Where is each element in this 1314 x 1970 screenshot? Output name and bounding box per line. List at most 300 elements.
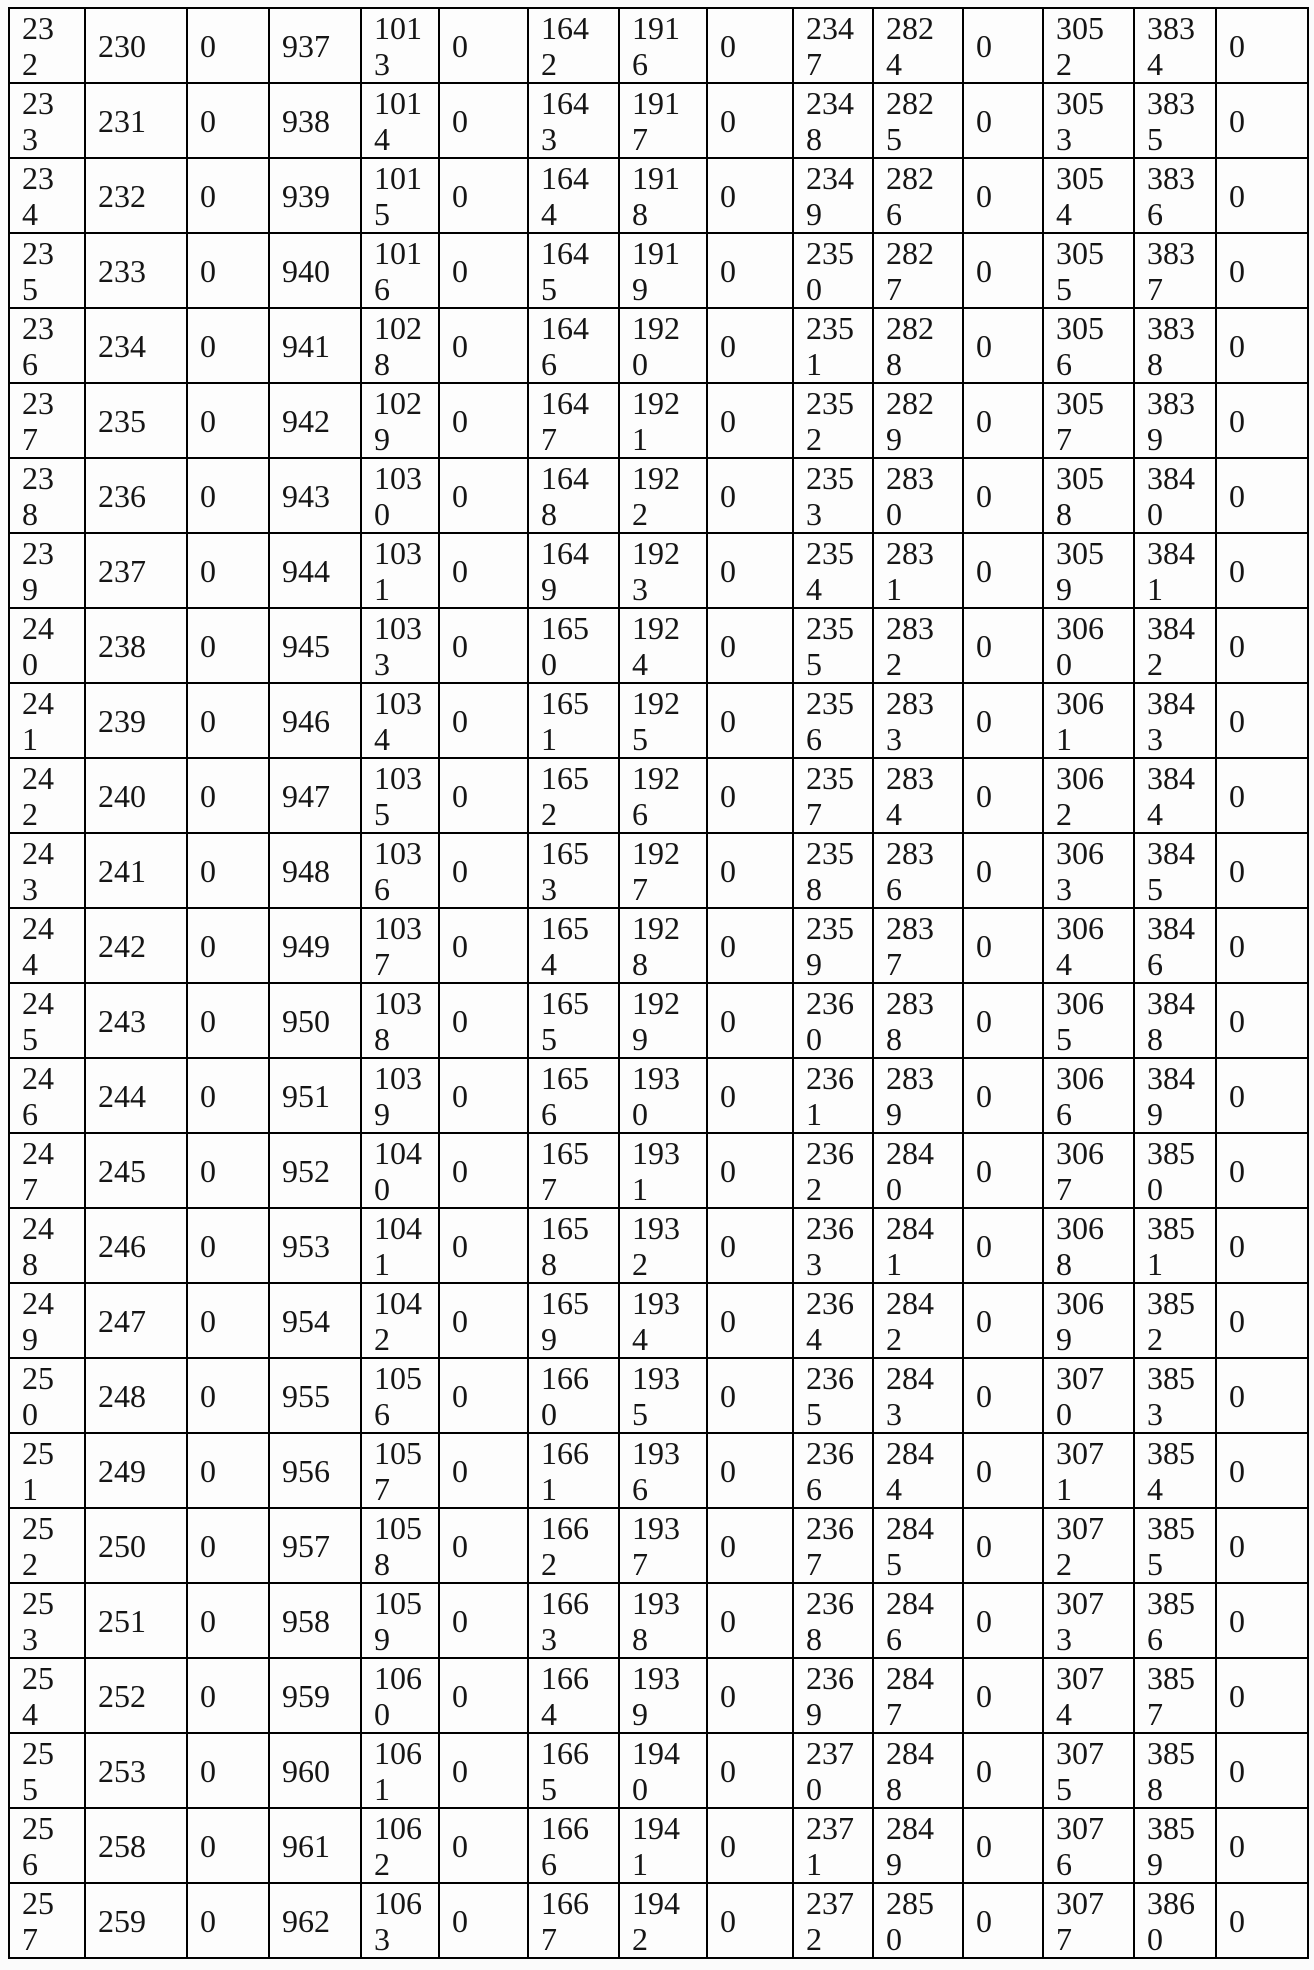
table-cell: 165 2 — [528, 758, 619, 833]
table-cell: 0 — [439, 383, 528, 458]
table-cell: 945 — [269, 608, 361, 683]
table-cell: 0 — [707, 1133, 793, 1208]
table-cell: 235 9 — [793, 908, 873, 983]
table-cell: 384 1 — [1134, 533, 1216, 608]
table-cell: 0 — [439, 983, 528, 1058]
table-cell: 0 — [707, 608, 793, 683]
table-cell: 24 4 — [9, 908, 85, 983]
table-cell: 0 — [187, 833, 269, 908]
table-cell: 164 2 — [528, 8, 619, 83]
table-cell: 103 6 — [361, 833, 439, 908]
table-cell: 0 — [963, 1883, 1043, 1958]
table-cell: 0 — [963, 8, 1043, 83]
table-cell: 0 — [439, 83, 528, 158]
table-cell: 284 0 — [873, 1133, 963, 1208]
table-cell: 191 7 — [619, 83, 707, 158]
table-cell: 193 9 — [619, 1658, 707, 1733]
table-cell: 193 1 — [619, 1133, 707, 1208]
table-cell: 0 — [1216, 1133, 1308, 1208]
table-cell: 24 5 — [9, 983, 85, 1058]
table-cell: 305 7 — [1043, 383, 1134, 458]
table-cell: 284 1 — [873, 1208, 963, 1283]
table-row — [9, 1583, 1308, 1658]
table-cell: 284 6 — [873, 1583, 963, 1658]
table-cell: 252 — [85, 1658, 187, 1733]
table-cell: 954 — [269, 1283, 361, 1358]
table-cell: 385 5 — [1134, 1508, 1216, 1583]
table-cell: 306 3 — [1043, 833, 1134, 908]
table-cell: 0 — [439, 1583, 528, 1658]
table-cell: 236 7 — [793, 1508, 873, 1583]
table-cell: 0 — [187, 8, 269, 83]
table-cell: 24 3 — [9, 833, 85, 908]
table-row — [9, 308, 1308, 383]
table-cell: 165 9 — [528, 1283, 619, 1358]
table-cell: 0 — [439, 1733, 528, 1808]
table-cell: 944 — [269, 533, 361, 608]
data-table — [8, 7, 1309, 1959]
table-cell: 0 — [963, 1808, 1043, 1883]
table-cell: 23 5 — [9, 233, 85, 308]
table-cell: 384 6 — [1134, 908, 1216, 983]
table-cell: 949 — [269, 908, 361, 983]
table-cell: 307 1 — [1043, 1433, 1134, 1508]
table-cell: 283 0 — [873, 458, 963, 533]
table-cell: 284 2 — [873, 1283, 963, 1358]
table-cell: 241 — [85, 833, 187, 908]
table-cell: 253 — [85, 1733, 187, 1808]
table-cell: 384 3 — [1134, 683, 1216, 758]
table-cell: 0 — [1216, 233, 1308, 308]
table-cell: 306 8 — [1043, 1208, 1134, 1283]
table-cell: 249 — [85, 1433, 187, 1508]
table-cell: 25 6 — [9, 1808, 85, 1883]
table-cell: 950 — [269, 983, 361, 1058]
table-cell: 0 — [1216, 533, 1308, 608]
table-cell: 106 1 — [361, 1733, 439, 1808]
table-cell: 0 — [439, 1658, 528, 1733]
table-cell: 166 0 — [528, 1358, 619, 1433]
table-cell: 106 3 — [361, 1883, 439, 1958]
table-cell: 0 — [963, 608, 1043, 683]
table-cell: 192 6 — [619, 758, 707, 833]
table-cell: 305 2 — [1043, 8, 1134, 83]
table-cell: 0 — [963, 1733, 1043, 1808]
table-cell: 958 — [269, 1583, 361, 1658]
table-cell: 385 6 — [1134, 1583, 1216, 1658]
table-cell: 193 7 — [619, 1508, 707, 1583]
table-cell: 960 — [269, 1733, 361, 1808]
table-cell: 25 0 — [9, 1358, 85, 1433]
table-cell: 166 3 — [528, 1583, 619, 1658]
table-cell: 305 6 — [1043, 308, 1134, 383]
table-cell: 0 — [1216, 1283, 1308, 1358]
table-cell: 164 9 — [528, 533, 619, 608]
table-cell: 307 4 — [1043, 1658, 1134, 1733]
table-cell: 284 4 — [873, 1433, 963, 1508]
table-cell: 103 8 — [361, 983, 439, 1058]
table-cell: 0 — [439, 608, 528, 683]
table-cell: 385 1 — [1134, 1208, 1216, 1283]
table-cell: 25 7 — [9, 1883, 85, 1958]
table-cell: 0 — [187, 1058, 269, 1133]
table-cell: 307 3 — [1043, 1583, 1134, 1658]
table-cell: 947 — [269, 758, 361, 833]
table-cell: 951 — [269, 1058, 361, 1133]
table-cell: 194 0 — [619, 1733, 707, 1808]
table-cell: 192 7 — [619, 833, 707, 908]
table-cell: 0 — [439, 8, 528, 83]
table-cell: 24 6 — [9, 1058, 85, 1133]
table-cell: 384 0 — [1134, 458, 1216, 533]
table-cell: 164 5 — [528, 233, 619, 308]
table-cell: 384 9 — [1134, 1058, 1216, 1133]
table-cell: 0 — [1216, 1733, 1308, 1808]
table-cell: 384 5 — [1134, 833, 1216, 908]
table-cell: 0 — [187, 308, 269, 383]
table-cell: 0 — [187, 683, 269, 758]
table-cell: 284 9 — [873, 1808, 963, 1883]
table-cell: 0 — [439, 758, 528, 833]
table-cell: 0 — [963, 1433, 1043, 1508]
table-cell: 383 4 — [1134, 8, 1216, 83]
table-cell: 0 — [1216, 383, 1308, 458]
table-cell: 193 5 — [619, 1358, 707, 1433]
table-cell: 24 8 — [9, 1208, 85, 1283]
table-cell: 101 3 — [361, 8, 439, 83]
table-cell: 307 6 — [1043, 1808, 1134, 1883]
table-cell: 234 9 — [793, 158, 873, 233]
table-row — [9, 608, 1308, 683]
table-cell: 192 1 — [619, 383, 707, 458]
table-cell: 191 6 — [619, 8, 707, 83]
table-cell: 102 9 — [361, 383, 439, 458]
table-cell: 0 — [1216, 908, 1308, 983]
table-cell: 0 — [1216, 1658, 1308, 1733]
table-cell: 192 3 — [619, 533, 707, 608]
table-cell: 164 8 — [528, 458, 619, 533]
table-cell: 192 4 — [619, 608, 707, 683]
table-cell: 166 5 — [528, 1733, 619, 1808]
table-cell: 242 — [85, 908, 187, 983]
table-cell: 235 — [85, 383, 187, 458]
table-cell: 258 — [85, 1808, 187, 1883]
table-cell: 305 8 — [1043, 458, 1134, 533]
table-cell: 385 2 — [1134, 1283, 1216, 1358]
table-cell: 961 — [269, 1808, 361, 1883]
table-cell: 106 2 — [361, 1808, 439, 1883]
table-cell: 0 — [187, 1883, 269, 1958]
table-cell: 165 0 — [528, 608, 619, 683]
table-cell: 307 5 — [1043, 1733, 1134, 1808]
table-cell: 955 — [269, 1358, 361, 1433]
table-cell: 234 7 — [793, 8, 873, 83]
table-cell: 0 — [963, 458, 1043, 533]
table-cell: 0 — [187, 1358, 269, 1433]
table-cell: 0 — [963, 833, 1043, 908]
table-cell: 0 — [439, 1283, 528, 1358]
table-cell: 0 — [187, 1283, 269, 1358]
table-cell: 102 8 — [361, 308, 439, 383]
table-cell: 284 7 — [873, 1658, 963, 1733]
table-cell: 239 — [85, 683, 187, 758]
table-cell: 235 7 — [793, 758, 873, 833]
table-cell: 0 — [963, 1583, 1043, 1658]
table-cell: 235 5 — [793, 608, 873, 683]
table-cell: 307 7 — [1043, 1883, 1134, 1958]
table-cell: 234 — [85, 308, 187, 383]
table-cell: 0 — [439, 158, 528, 233]
table-cell: 0 — [1216, 158, 1308, 233]
table-cell: 941 — [269, 308, 361, 383]
table-cell: 0 — [963, 758, 1043, 833]
table-cell: 193 8 — [619, 1583, 707, 1658]
table-cell: 250 — [85, 1508, 187, 1583]
table-cell: 191 8 — [619, 158, 707, 233]
table-cell: 0 — [1216, 1208, 1308, 1283]
table-cell: 104 0 — [361, 1133, 439, 1208]
table-cell: 0 — [187, 1433, 269, 1508]
table-cell: 0 — [439, 233, 528, 308]
table-cell: 251 — [85, 1583, 187, 1658]
table-cell: 307 2 — [1043, 1508, 1134, 1583]
table-cell: 0 — [707, 1583, 793, 1658]
table-cell: 383 6 — [1134, 158, 1216, 233]
table-cell: 0 — [963, 1658, 1043, 1733]
table-cell: 231 — [85, 83, 187, 158]
table-cell: 0 — [187, 1133, 269, 1208]
table-cell: 0 — [187, 608, 269, 683]
table-cell: 194 2 — [619, 1883, 707, 1958]
table-cell: 0 — [439, 683, 528, 758]
table-cell: 0 — [1216, 608, 1308, 683]
table-cell: 0 — [439, 833, 528, 908]
table-cell: 306 4 — [1043, 908, 1134, 983]
table-cell: 23 4 — [9, 158, 85, 233]
table-cell: 236 5 — [793, 1358, 873, 1433]
table-cell: 0 — [187, 1508, 269, 1583]
table-cell: 101 6 — [361, 233, 439, 308]
table-row — [9, 1883, 1308, 1958]
table-cell: 236 3 — [793, 1208, 873, 1283]
table-cell: 0 — [707, 1808, 793, 1883]
table-cell: 282 7 — [873, 233, 963, 308]
table-cell: 0 — [707, 1658, 793, 1733]
table-cell: 0 — [439, 533, 528, 608]
table-cell: 0 — [187, 233, 269, 308]
table-cell: 237 — [85, 533, 187, 608]
table-cell: 235 6 — [793, 683, 873, 758]
table-row — [9, 1058, 1308, 1133]
table-cell: 233 — [85, 233, 187, 308]
table-cell: 0 — [707, 533, 793, 608]
table-row — [9, 1658, 1308, 1733]
table-cell: 283 6 — [873, 833, 963, 908]
table-cell: 246 — [85, 1208, 187, 1283]
table-cell: 952 — [269, 1133, 361, 1208]
table-cell: 283 2 — [873, 608, 963, 683]
table-cell: 0 — [187, 1733, 269, 1808]
table-cell: 305 4 — [1043, 158, 1134, 233]
table-cell: 0 — [963, 683, 1043, 758]
table-cell: 0 — [1216, 983, 1308, 1058]
table-cell: 0 — [707, 833, 793, 908]
table-cell: 284 5 — [873, 1508, 963, 1583]
table-cell: 235 3 — [793, 458, 873, 533]
table-cell: 384 4 — [1134, 758, 1216, 833]
table-cell: 957 — [269, 1508, 361, 1583]
table-cell: 0 — [963, 533, 1043, 608]
table-cell: 0 — [963, 983, 1043, 1058]
table-cell: 0 — [187, 158, 269, 233]
table-cell: 948 — [269, 833, 361, 908]
table-cell: 247 — [85, 1283, 187, 1358]
table-cell: 244 — [85, 1058, 187, 1133]
table-cell: 285 0 — [873, 1883, 963, 1958]
table-cell: 385 7 — [1134, 1658, 1216, 1733]
table-cell: 238 — [85, 608, 187, 683]
table-cell: 306 0 — [1043, 608, 1134, 683]
table-cell: 192 0 — [619, 308, 707, 383]
table-cell: 385 3 — [1134, 1358, 1216, 1433]
table-cell: 959 — [269, 1658, 361, 1733]
table-cell: 0 — [707, 1883, 793, 1958]
table-cell: 0 — [707, 683, 793, 758]
table-cell: 236 8 — [793, 1583, 873, 1658]
table-cell: 105 7 — [361, 1433, 439, 1508]
table-cell: 193 6 — [619, 1433, 707, 1508]
table-cell: 0 — [1216, 683, 1308, 758]
table-cell: 164 4 — [528, 158, 619, 233]
table-cell: 0 — [1216, 1583, 1308, 1658]
table-cell: 282 6 — [873, 158, 963, 233]
table-row — [9, 83, 1308, 158]
table-cell: 248 — [85, 1358, 187, 1433]
table-row — [9, 758, 1308, 833]
table-cell: 956 — [269, 1433, 361, 1508]
table-row — [9, 908, 1308, 983]
table-cell: 0 — [707, 308, 793, 383]
table-cell: 385 0 — [1134, 1133, 1216, 1208]
table-cell: 946 — [269, 683, 361, 758]
table-cell: 962 — [269, 1883, 361, 1958]
table-cell: 937 — [269, 8, 361, 83]
table-cell: 23 3 — [9, 83, 85, 158]
table-cell: 105 8 — [361, 1508, 439, 1583]
table-row — [9, 383, 1308, 458]
table-cell: 0 — [187, 758, 269, 833]
table-cell: 192 2 — [619, 458, 707, 533]
table-cell: 103 4 — [361, 683, 439, 758]
table-cell: 192 5 — [619, 683, 707, 758]
table-cell: 0 — [963, 1358, 1043, 1433]
table-cell: 166 4 — [528, 1658, 619, 1733]
table-cell: 0 — [963, 158, 1043, 233]
table-cell: 0 — [963, 83, 1043, 158]
table-cell: 284 8 — [873, 1733, 963, 1808]
table-cell: 236 4 — [793, 1283, 873, 1358]
table-cell: 235 2 — [793, 383, 873, 458]
table-cell: 0 — [187, 1658, 269, 1733]
table-cell: 165 7 — [528, 1133, 619, 1208]
table-cell: 232 — [85, 158, 187, 233]
table-cell: 24 1 — [9, 683, 85, 758]
table-cell: 23 6 — [9, 308, 85, 383]
table-cell: 305 9 — [1043, 533, 1134, 608]
table-cell: 942 — [269, 383, 361, 458]
table-cell: 164 7 — [528, 383, 619, 458]
table-cell: 0 — [187, 1808, 269, 1883]
table-cell: 164 6 — [528, 308, 619, 383]
table-cell: 103 5 — [361, 758, 439, 833]
table-cell: 306 9 — [1043, 1283, 1134, 1358]
table-cell: 237 1 — [793, 1808, 873, 1883]
table-cell: 384 2 — [1134, 608, 1216, 683]
table-cell: 940 — [269, 233, 361, 308]
table-cell: 0 — [187, 533, 269, 608]
table-cell: 0 — [707, 1058, 793, 1133]
table-cell: 283 9 — [873, 1058, 963, 1133]
table-cell: 166 6 — [528, 1808, 619, 1883]
table-cell: 0 — [707, 1733, 793, 1808]
table-cell: 0 — [707, 758, 793, 833]
table-cell: 23 9 — [9, 533, 85, 608]
table-cell: 0 — [707, 458, 793, 533]
table-cell: 103 0 — [361, 458, 439, 533]
table-cell: 383 7 — [1134, 233, 1216, 308]
table-cell: 236 — [85, 458, 187, 533]
table-cell: 383 5 — [1134, 83, 1216, 158]
table-cell: 103 3 — [361, 608, 439, 683]
table-row — [9, 1808, 1308, 1883]
table-cell: 0 — [963, 308, 1043, 383]
table-cell: 0 — [439, 1508, 528, 1583]
table-cell: 385 4 — [1134, 1433, 1216, 1508]
table-cell: 385 8 — [1134, 1733, 1216, 1808]
table-row — [9, 1733, 1308, 1808]
table-cell: 23 8 — [9, 458, 85, 533]
table-cell: 0 — [187, 1208, 269, 1283]
table-cell: 0 — [187, 458, 269, 533]
table-cell: 0 — [1216, 83, 1308, 158]
table-cell: 0 — [963, 1508, 1043, 1583]
table-cell: 0 — [187, 83, 269, 158]
table-cell: 25 4 — [9, 1658, 85, 1733]
table-cell: 283 3 — [873, 683, 963, 758]
table-cell: 0 — [1216, 458, 1308, 533]
table-cell: 23 2 — [9, 8, 85, 83]
table-body — [9, 8, 1308, 1958]
table-cell: 237 0 — [793, 1733, 873, 1808]
table-cell: 166 1 — [528, 1433, 619, 1508]
table-cell: 306 6 — [1043, 1058, 1134, 1133]
table-cell: 282 4 — [873, 8, 963, 83]
table-cell: 0 — [1216, 758, 1308, 833]
table-cell: 305 5 — [1043, 233, 1134, 308]
table-cell: 0 — [707, 158, 793, 233]
table-cell: 192 9 — [619, 983, 707, 1058]
table-cell: 24 2 — [9, 758, 85, 833]
table-cell: 0 — [963, 1058, 1043, 1133]
table-cell: 25 5 — [9, 1733, 85, 1808]
table-cell: 383 9 — [1134, 383, 1216, 458]
table-cell: 306 5 — [1043, 983, 1134, 1058]
table-row — [9, 158, 1308, 233]
table-cell: 193 4 — [619, 1283, 707, 1358]
table-cell: 282 9 — [873, 383, 963, 458]
table-cell: 0 — [1216, 1058, 1308, 1133]
table-row — [9, 983, 1308, 1058]
